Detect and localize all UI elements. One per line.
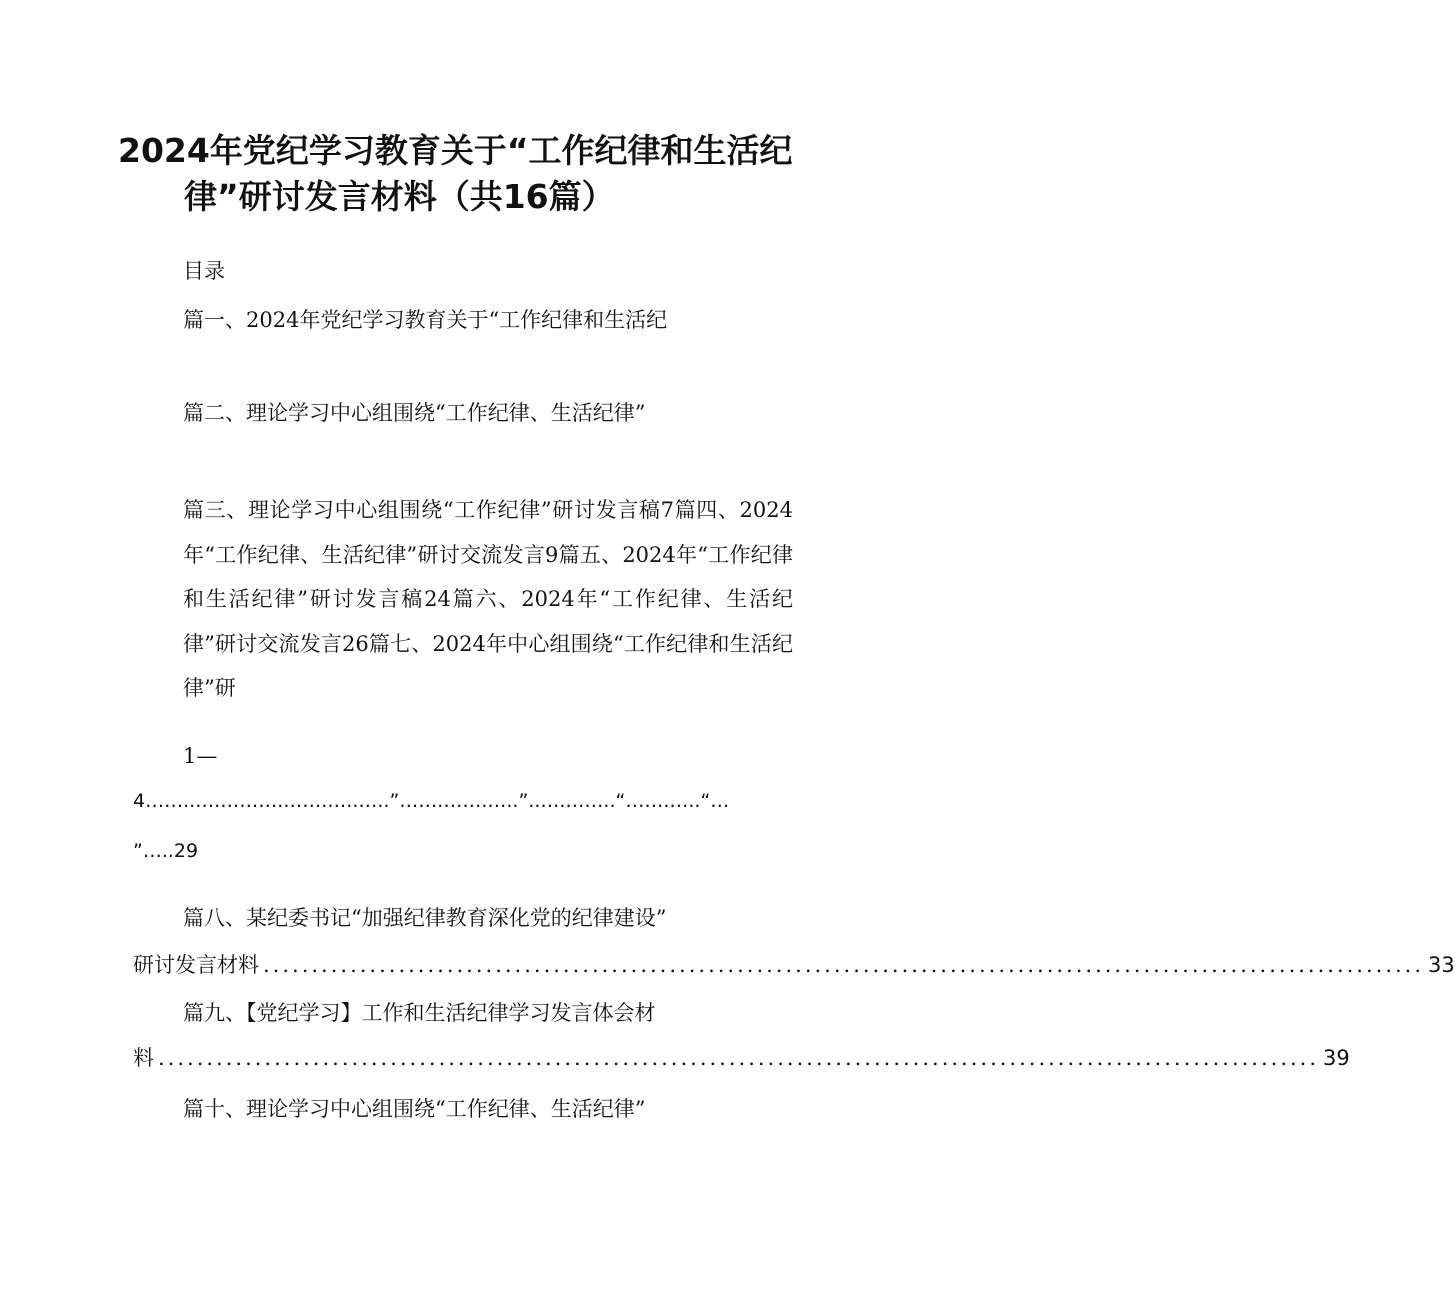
toc-page-range-start: 1— bbox=[183, 744, 218, 768]
toc-garbled-page-number: ”…..29 bbox=[133, 840, 199, 862]
toc-item-9-title[interactable]: 篇九、【党纪学习】工作和生活纪律学习发言体会材 bbox=[183, 1001, 656, 1025]
toc-item-9-entry[interactable] bbox=[133, 1043, 1350, 1073]
toc-item-9-continued: 料 bbox=[133, 1046, 154, 1070]
toc-item-8-entry[interactable] bbox=[133, 950, 1455, 980]
toc-heading: 目录 bbox=[183, 259, 225, 283]
toc-item-8-continued: 研讨发言材料 bbox=[133, 953, 259, 977]
toc-item-1[interactable]: 篇一、2024年党纪学习教育关于“工作纪律和生活纪 bbox=[183, 308, 668, 332]
document-title bbox=[118, 128, 808, 220]
title-line-1: 2024年党纪学习教育关于“工作纪律和生活纪 bbox=[118, 131, 793, 170]
toc-item-2[interactable]: 篇二、理论学习中心组围绕“工作纪律、生活纪律” bbox=[183, 401, 646, 425]
toc-item-9-page: 39 bbox=[1323, 1046, 1350, 1070]
toc-garbled-leader-line: 4……..….……….…….…..…..”…….…….…..”..….……..“…….…..“… bbox=[133, 790, 730, 812]
dot-leader: ........................................................................................................................ bbox=[263, 953, 1425, 977]
toc-item-8-page: 33 bbox=[1428, 953, 1455, 977]
toc-merged-items-3-to-7[interactable]: 篇三、理论学习中心组围绕“工作纪律”研讨发言稿7篇四、2024年“工作纪律、生活纪律”研讨交流发言9篇五、2024年“工作纪律和生活纪律”研讨发言稿24篇六、2024年“工作纪律、生活纪律”研讨交流发言26篇七、2024年中心组围绕“工作纪律和生活纪律”研 bbox=[183, 498, 793, 700]
dot-leader: ........................................................................................................................ bbox=[158, 1046, 1320, 1070]
title-line-2: 律”研讨发言材料（共16篇） bbox=[184, 177, 615, 216]
toc-item-10[interactable]: 篇十、理论学习中心组围绕“工作纪律、生活纪律” bbox=[183, 1097, 646, 1121]
toc-item-8-title[interactable]: 篇八、某纪委书记“加强纪律教育深化党的纪律建设” bbox=[183, 906, 667, 930]
